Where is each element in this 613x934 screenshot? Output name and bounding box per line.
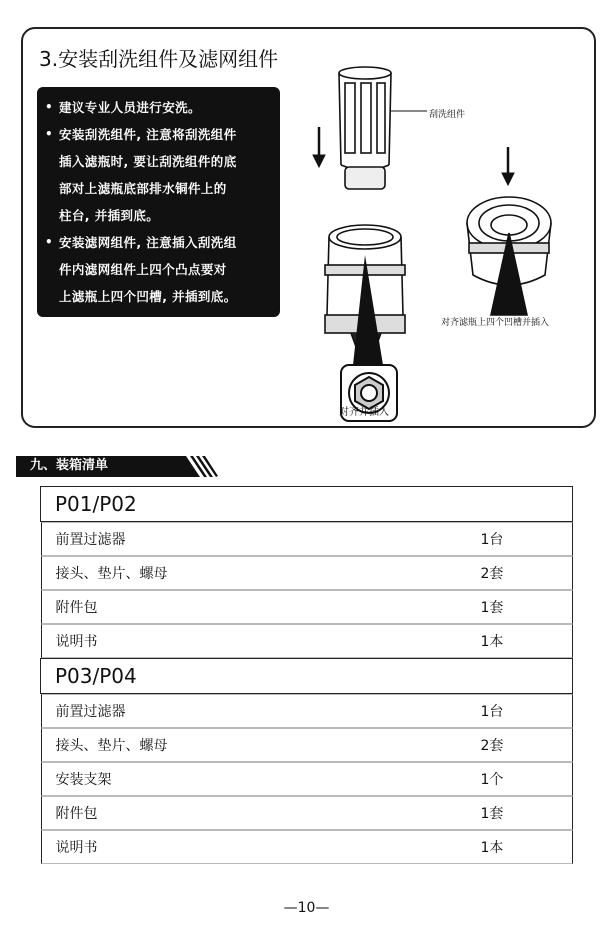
down-arrow-icon [502,147,514,185]
packing-title: 九、装箱清单 [30,458,109,473]
packing-list-table [40,486,573,864]
item-cell [41,762,573,796]
item-quantity: 1本 [480,634,504,650]
bullet-dot: • [45,100,53,114]
model-group-row [41,659,573,694]
item-name: 前置过滤器 [55,704,126,720]
note-line [45,94,272,121]
note-text: 柱台, 并插到底。 [59,208,160,223]
note-line [45,256,272,283]
note-text: 部对上滤瓶底部排水铜件上的 [59,181,227,196]
table-row [41,694,573,729]
bullet-dot [45,256,59,283]
model-group-row [41,487,573,522]
note-text: 插入滤瓶时, 要让刮洗组件的底 [59,154,237,169]
instruction-notes [37,87,280,317]
item-name: 接头、垫片、螺母 [55,738,168,754]
item-name: 附件包 [55,600,98,616]
align-insert-label: 对齐并插入 [339,407,389,418]
item-name: 附件包 [55,806,98,822]
table-row [41,590,573,624]
note-text: 件内滤网组件上四个凸点要对 [59,262,227,277]
item-cell [41,694,573,728]
table-row [41,796,573,830]
bullet-dot [45,148,59,175]
page-number: —10— [283,900,330,916]
model-name: P03/P04 [41,659,573,694]
bullet-dot [45,202,59,229]
table-row [41,762,573,796]
table-row [41,522,573,557]
item-quantity: 2套 [480,738,504,754]
item-name: 接头、垫片、螺母 [55,566,168,582]
table-row [41,624,573,659]
table-row [41,830,573,864]
item-name: 说明书 [55,634,98,650]
note-text: 建议专业人员进行安洗。 [59,100,201,115]
item-cell [41,728,573,762]
note-line [45,202,272,229]
item-quantity: 1个 [480,772,504,788]
item-cell [41,522,573,556]
table-row [41,728,573,762]
model-name: P01/P02 [41,487,573,522]
item-quantity: 1本 [480,840,504,856]
item-cell [41,556,573,590]
install-panel [21,27,596,428]
bottle-top-view [467,197,551,315]
note-text: 安装刮洗组件, 注意将刮洗组件 [59,127,237,142]
note-line [45,283,272,310]
item-quantity: 1套 [480,600,504,616]
note-text: 安装滤网组件, 注意插入刮洗组 [59,235,237,250]
packing-header-underline [16,475,197,477]
note-line [45,175,272,202]
down-arrow-icon [313,127,325,167]
item-cell [41,796,573,830]
item-quantity: 2套 [480,566,504,582]
note-text: 上滤瓶上四个凹槽, 并插到底。 [59,289,237,304]
item-cell [41,624,573,658]
item-cell [41,590,573,624]
item-name: 前置过滤器 [55,532,126,548]
note-line [45,148,272,175]
scraper-component [339,67,427,189]
item-name: 说明书 [55,840,98,856]
align-grooves-label: 对齐滤瓶上四个凹槽并插入 [441,318,550,328]
item-name: 安装支架 [55,772,112,788]
bullet-dot [45,283,59,310]
bullet-dot: • [45,127,53,141]
bullet-dot [45,175,59,202]
note-line [45,121,272,148]
item-quantity: 1套 [480,806,504,822]
table-row [41,556,573,590]
scraper-label: 刮洗组件 [429,110,466,120]
bullet-dot: • [45,235,53,249]
item-cell [41,830,573,864]
section-title: 3.安装刮洗组件及滤网组件 [39,47,279,71]
item-quantity: 1台 [480,704,504,720]
item-quantity: 1台 [480,532,504,548]
note-line [45,229,272,256]
